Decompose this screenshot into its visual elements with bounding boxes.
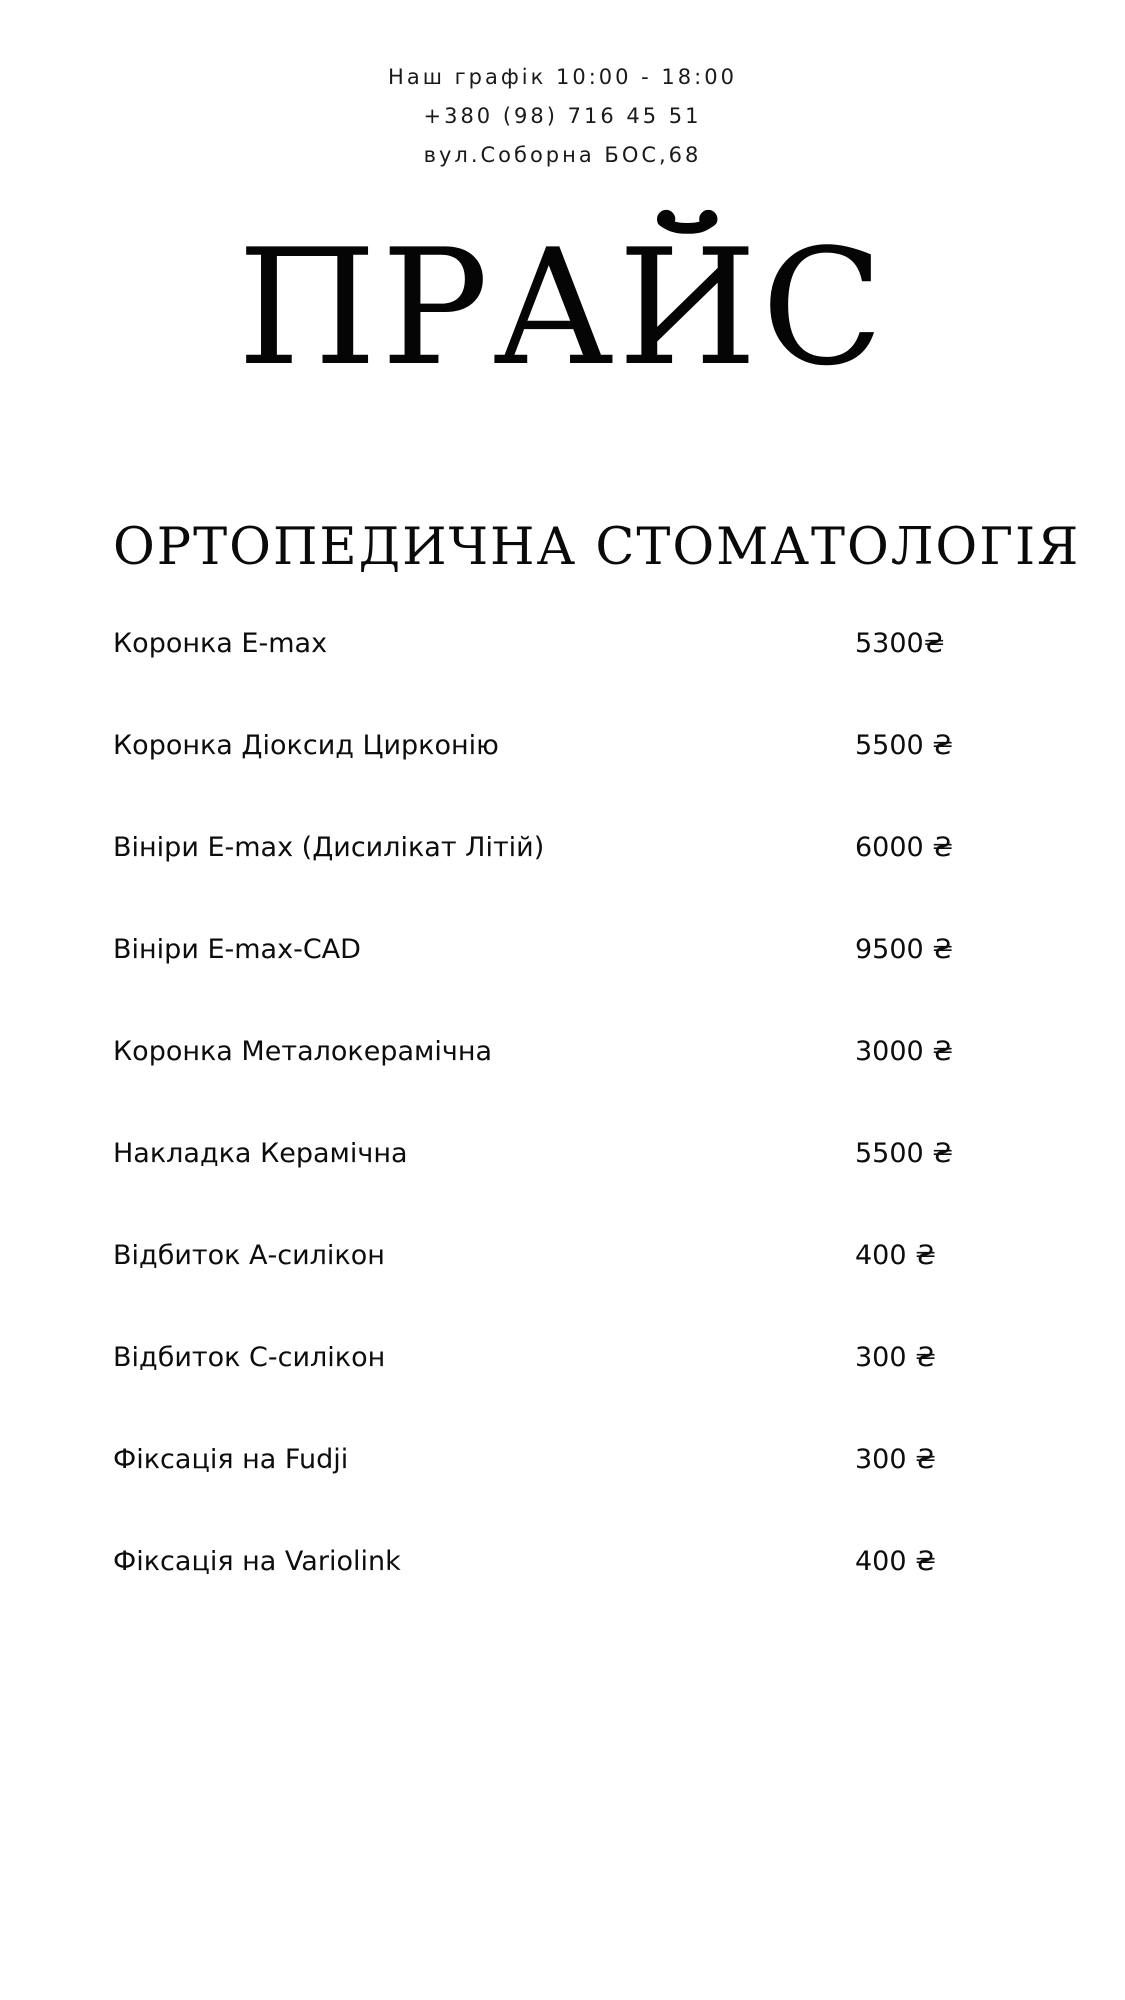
- price-row: [0, 722, 1125, 824]
- service-price: 300 ₴: [855, 1444, 937, 1475]
- service-name: Відбиток С-силікон: [113, 1342, 386, 1373]
- phone-text[interactable]: +380 (98) 716 45 51: [423, 104, 702, 128]
- service-price: 5300₴: [855, 628, 945, 659]
- price-row: [0, 1232, 1125, 1334]
- price-row: [0, 926, 1125, 1028]
- service-name: Вініри E-max-CAD: [113, 934, 361, 965]
- service-price: 9500 ₴: [855, 934, 954, 965]
- page-title: ПРАЙС: [237, 214, 888, 401]
- contact-header: [0, 58, 1125, 175]
- service-name: Вініри E-max (Дисилікат Літій): [113, 832, 545, 863]
- address-text: вул.Соборна БОС,68: [423, 143, 702, 167]
- service-price: 300 ₴: [855, 1342, 937, 1373]
- service-price: 5500 ₴: [855, 730, 954, 761]
- price-row: [0, 1538, 1125, 1640]
- service-name: Фіксація на Fudji: [113, 1444, 349, 1475]
- price-list: [0, 620, 1125, 1640]
- section-title: ОРТОПЕДИЧНА СТОМАТОЛОГІЯ: [113, 518, 1081, 577]
- price-row: [0, 824, 1125, 926]
- service-price: 3000 ₴: [855, 1036, 954, 1067]
- price-row: [0, 1436, 1125, 1538]
- service-name: Фіксація на Variolink: [113, 1546, 401, 1577]
- price-row: [0, 1334, 1125, 1436]
- service-name: Коронка Металокерамічна: [113, 1036, 493, 1067]
- service-price: 400 ₴: [855, 1240, 937, 1271]
- schedule-text: Наш графік 10:00 - 18:00: [388, 65, 737, 89]
- price-row: [0, 1130, 1125, 1232]
- service-name: Коронка Діоксид Цирконію: [113, 730, 499, 761]
- service-name: Коронка E-max: [113, 628, 328, 659]
- price-row: [0, 620, 1125, 722]
- service-price: 6000 ₴: [855, 832, 954, 863]
- price-row: [0, 1028, 1125, 1130]
- service-name: Відбиток А-силікон: [113, 1240, 385, 1271]
- service-price: 5500 ₴: [855, 1138, 954, 1169]
- service-name: Накладка Керамічна: [113, 1138, 408, 1169]
- service-price: 400 ₴: [855, 1546, 937, 1577]
